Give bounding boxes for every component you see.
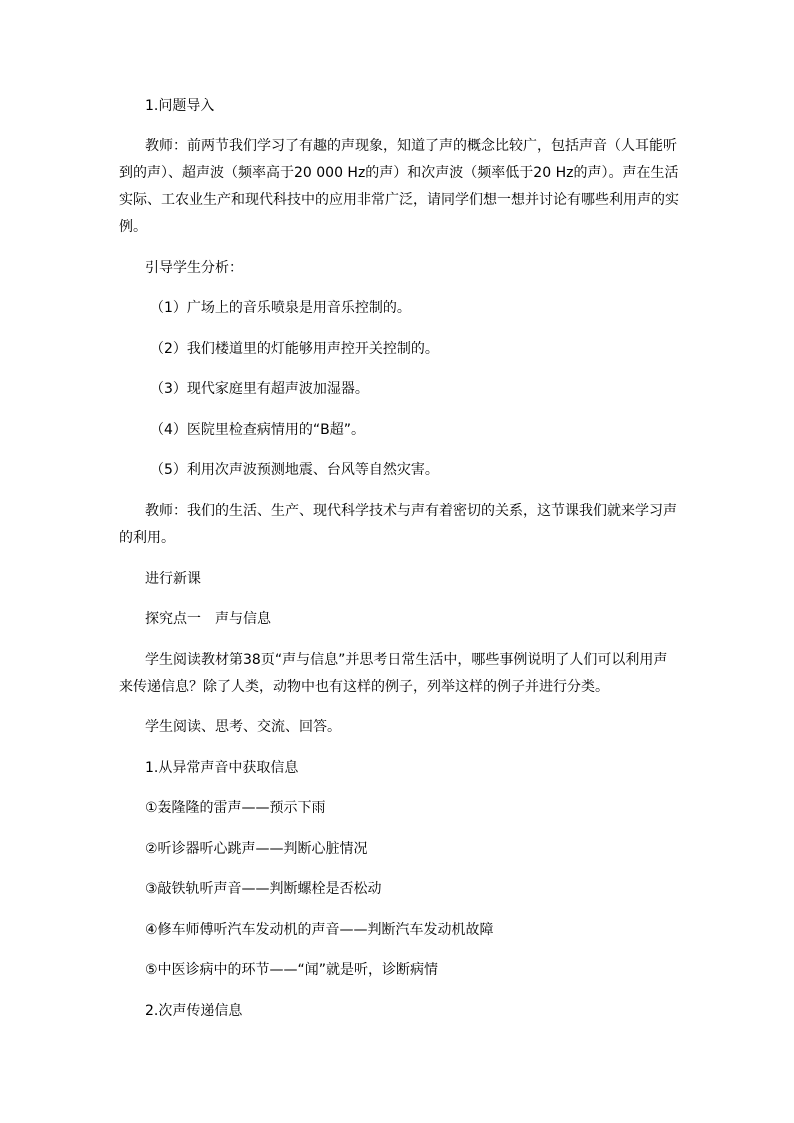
paragraph-line: 引导学生分析：: [145, 260, 243, 276]
paragraph-line: 到的声）、超声波（频率高于20 000 Hz的声）和次声波（频率低于20 Hz的声）。声在生活: [119, 165, 679, 181]
list-item: （5）利用次声波预测地震、台风等自然灾害。: [150, 462, 439, 478]
paragraph-line: 教师：我们的生活、生产、现代科学技术与声有着密切的关系，这节课我们就来学习声: [145, 503, 677, 519]
paragraph-line: 学生阅读、思考、交流、回答。: [145, 719, 341, 735]
paragraph-line: 例。: [119, 219, 147, 235]
list-item: （1）广场上的音乐喷泉是用音乐控制的。: [150, 300, 411, 316]
list-item: ⑤中医诊病中的环节——“闻”就是听，诊断病情: [145, 962, 439, 978]
section-heading-infrasound: 2.次声传递信息: [145, 1003, 243, 1019]
section-heading-abnormal-sound: 1.从异常声音中获取信息: [145, 760, 299, 776]
list-item: ③敲铁轨听声音——判断螺栓是否松动: [145, 881, 382, 897]
list-item: ②听诊器听心跳声——判断心脏情况: [145, 841, 368, 857]
paragraph-line: 的利用。: [119, 530, 175, 546]
paragraph-line: 教师：前两节我们学习了有趣的声现象，知道了声的概念比较广，包括声音（人耳能听: [145, 138, 677, 154]
list-item: （3）现代家庭里有超声波加湿器。: [150, 381, 369, 397]
section-heading-question-intro: 1.问题导入: [145, 98, 215, 114]
section-heading-new-lesson: 进行新课: [145, 571, 201, 587]
paragraph-line: 学生阅读教材第38页“声与信息”并思考日常生活中，哪些事例说明了人们可以利用声: [145, 652, 668, 668]
list-item: （4）医院里检查病情用的“B超”。: [150, 422, 366, 438]
list-item: ④修车师傅听汽车发动机的声音——判断汽车发动机故障: [145, 922, 494, 938]
paragraph-line: 来传递信息？除了人类，动物中也有这样的例子，列举这样的例子并进行分类。: [119, 679, 609, 695]
section-heading-inquiry-point: 探究点一 声与信息: [145, 611, 271, 627]
list-item: ①轰隆隆的雷声——预示下雨: [145, 800, 326, 816]
paragraph-line: 实际、工农业生产和现代科技中的应用非常广泛，请同学们想一想并讨论有哪些利用声的实: [119, 192, 679, 208]
list-item: （2）我们楼道里的灯能够用声控开关控制的。: [150, 341, 439, 357]
